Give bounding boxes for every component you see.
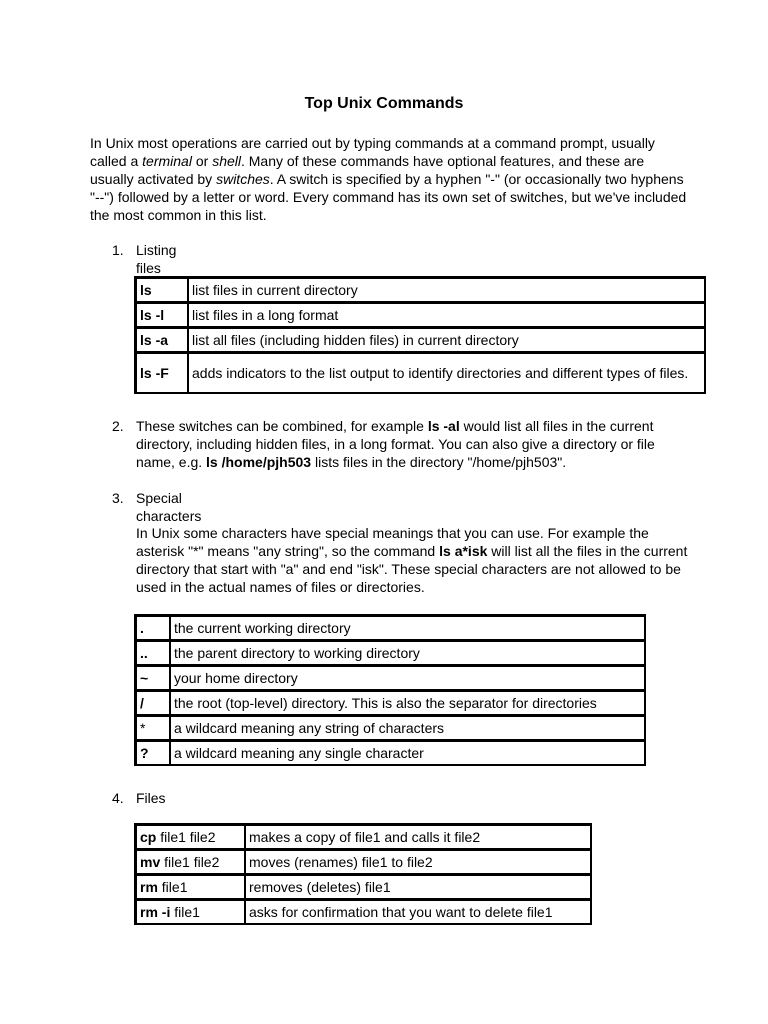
description-cell: moves (renames) file1 to file2 <box>245 849 591 874</box>
listing-files-table <box>134 276 706 394</box>
command-cell: ls -l <box>136 302 188 327</box>
character-cell: .. <box>136 640 170 665</box>
description-cell: list files in a long format <box>188 302 705 327</box>
table-row <box>136 665 645 690</box>
intro-term-shell: shell <box>212 153 241 169</box>
table-row <box>136 302 705 327</box>
command-cell: ls -a <box>136 327 188 352</box>
table-row <box>136 352 705 393</box>
list-item-text <box>136 417 666 471</box>
command-args: file1 <box>157 878 188 895</box>
table-row <box>136 899 591 924</box>
description-cell: the current working directory <box>170 616 645 640</box>
character-cell: / <box>136 690 170 715</box>
command-name: rm -i <box>140 903 171 920</box>
command-args: file1 file2 <box>156 828 216 845</box>
table-row <box>136 616 645 640</box>
description-cell: your home directory <box>170 665 645 690</box>
command-example-ls-home: ls /home/pjh503 <box>206 454 312 470</box>
table-row <box>136 278 705 302</box>
list-item-number: 4. <box>112 790 124 806</box>
table-row <box>136 740 645 765</box>
character-cell: * <box>136 715 170 740</box>
table-row <box>136 849 591 874</box>
intro-text-3: . A switch is specified by a hyphen "-" (or occasionally two hyphens "--") followed by a letter or word. Every command has its own set of switches, but we've included the most common in this list. <box>90 171 687 223</box>
description-cell: the parent directory to working directory <box>170 640 645 665</box>
command-name: cp <box>140 828 157 845</box>
command-example-ls-aisk: ls a*isk <box>439 543 488 559</box>
command-name: mv <box>140 853 161 870</box>
command-args: file1 file2 <box>160 853 220 870</box>
intro-text-1: In Unix most operations are carried out by typing commands at a command prompt, usually called a <box>90 135 655 169</box>
list-item-number: 3. <box>112 490 124 506</box>
page-title: Top Unix Commands <box>304 95 464 112</box>
table-row <box>136 327 705 352</box>
description-cell: asks for confirmation that you want to delete file1 <box>245 899 591 924</box>
description-cell: a wildcard meaning any string of characters <box>170 715 645 740</box>
command-cell <box>136 874 245 899</box>
special-text-2: will list all the files in the current directory that start with "a" and end "isk". These special characters are not allowed to be used in the actual names of files or directories. <box>136 543 688 595</box>
table-row <box>136 640 645 665</box>
description-cell: the root (top-level) directory. This is also the separator for directories <box>170 690 645 715</box>
command-example-ls-al: ls -al <box>427 418 460 434</box>
intro-text-2: . Many of these commands have optional features, and these are usually activated by <box>90 153 645 187</box>
item2-text-3: lists files in the directory "/home/pjh503". <box>311 454 567 470</box>
command-cell: ls -F <box>136 352 188 393</box>
intro-paragraph <box>90 134 690 224</box>
item2-text-1: These switches can be combined, for example <box>136 418 428 434</box>
table-row <box>136 690 645 715</box>
list-item-label: Special characters <box>136 490 202 524</box>
command-cell <box>136 849 245 874</box>
special-text-1: In Unix some characters have special meanings that you can use. For example the asterisk "*" means "any string", so the command <box>136 525 649 559</box>
description-cell: list all files (including hidden files) in current directory <box>188 327 705 352</box>
table-row <box>136 715 645 740</box>
special-characters-paragraph <box>136 524 696 596</box>
description-cell: removes (deletes) file1 <box>245 874 591 899</box>
command-args: file1 <box>170 903 200 920</box>
description-cell: list files in current directory <box>188 278 705 302</box>
command-name: rm <box>140 878 158 895</box>
intro-term-switches: switches <box>216 171 270 187</box>
command-cell <box>136 825 245 849</box>
table-row <box>136 874 591 899</box>
character-cell: ~ <box>136 665 170 690</box>
list-item-label: Listing files <box>136 242 177 276</box>
command-cell <box>136 899 245 924</box>
list-item-number: 1. <box>112 242 124 258</box>
item2-text-2: would list all files in the current directory, including hidden files, in a long format. You can also give a directory or file name, e.g. <box>136 418 655 470</box>
special-characters-table <box>134 614 646 766</box>
character-cell: . <box>136 616 170 640</box>
description-cell: adds indicators to the list output to identify directories and different types of files. <box>188 352 705 393</box>
command-cell: ls <box>136 278 188 302</box>
list-item-label: Files <box>136 790 166 806</box>
character-cell: ? <box>136 740 170 765</box>
list-item-number: 2. <box>112 418 124 434</box>
description-cell: makes a copy of file1 and calls it file2 <box>245 825 591 849</box>
intro-term-terminal: terminal <box>142 153 192 169</box>
files-table <box>134 823 592 925</box>
table-row <box>136 825 591 849</box>
description-cell: a wildcard meaning any single character <box>170 740 645 765</box>
intro-text-or: or <box>191 153 213 169</box>
